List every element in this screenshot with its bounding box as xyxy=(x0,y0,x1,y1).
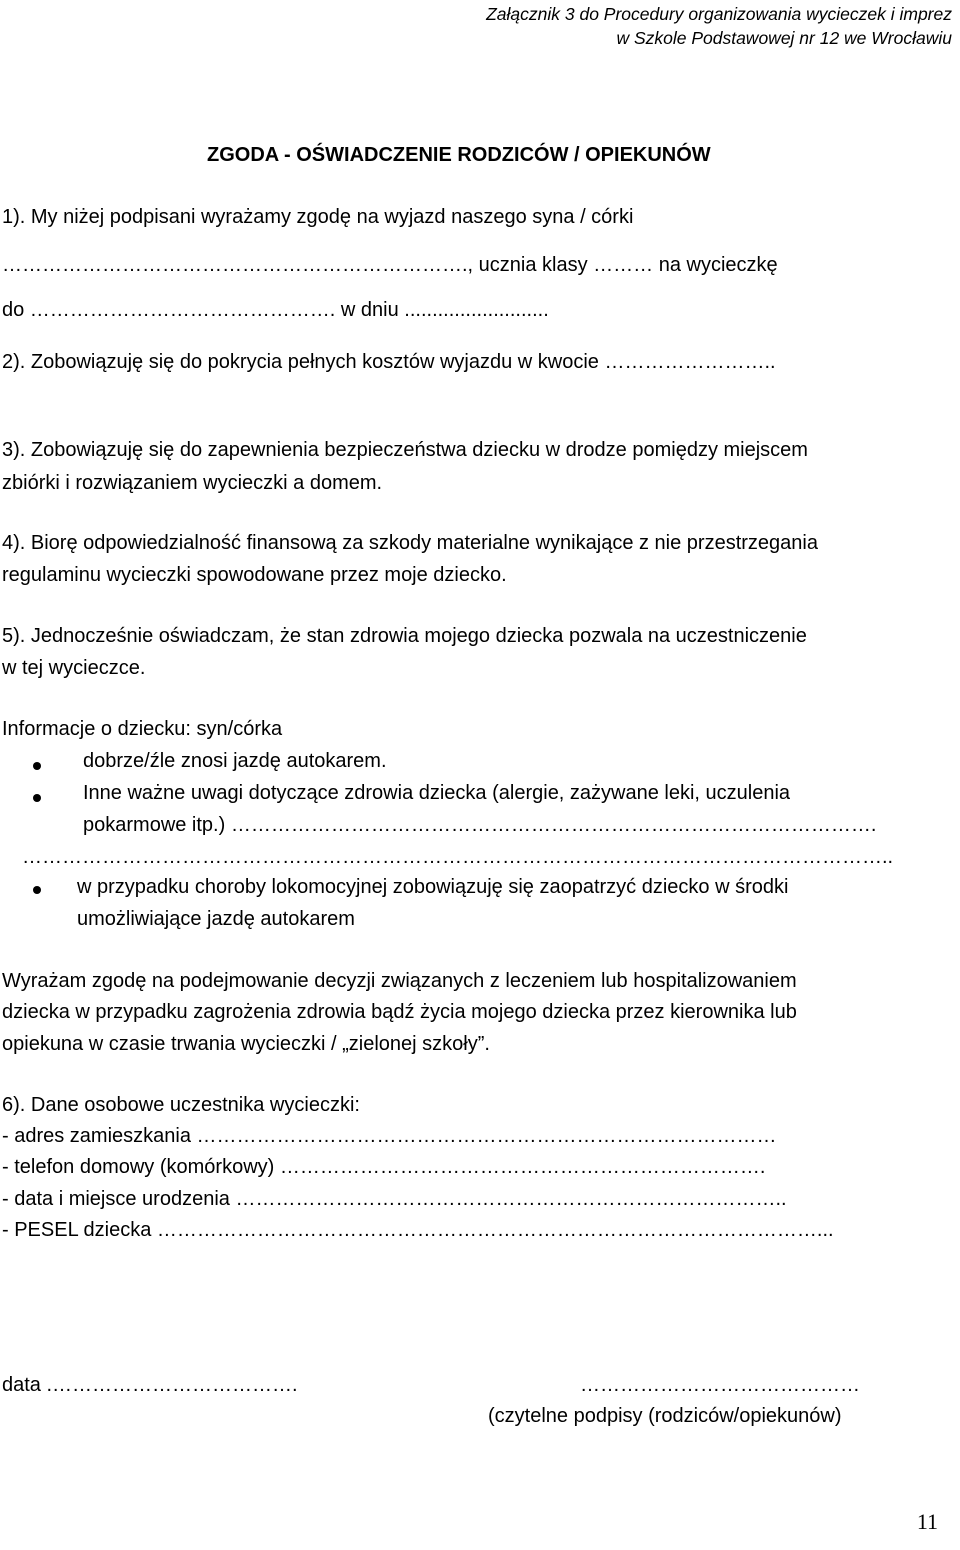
info-dots-line: ………………………………………………………………………………………………………………….. xyxy=(22,846,894,868)
p3-line-1: 3). Zobowiązuję się do zapewnienia bezpieczeństwa dziecku w drodze pomiędzy miejscem xyxy=(2,439,808,461)
consent-line-1: Wyrażam zgodę na podejmowanie decyzji związanych z leczeniem lub hospitalizowaniem xyxy=(2,970,797,992)
bullet-icon xyxy=(33,886,41,894)
p1-line-1: 1). My niżej podpisani wyrażamy zgodę na wyjazd naszego syna / córki xyxy=(2,206,634,228)
p6-pesel: - PESEL dziecka ………………………………………………………………………………………... xyxy=(2,1219,834,1241)
p1-line-2: ……………………………………………………………., ucznia klasy ……… na wycieczkę xyxy=(2,254,778,276)
p6-address: - adres zamieszkania …………………………………………………………………………… xyxy=(2,1125,777,1147)
info-bullet-1: dobrze/źle znosi jazdę autokarem. xyxy=(83,750,387,772)
signature-caption: (czytelne podpisy (rodziców/opiekunów) xyxy=(488,1405,842,1427)
info-bullet-3-line-1: w przypadku choroby lokomocyjnej zobowiązuję się zaopatrzyć dziecko w środki xyxy=(77,876,789,898)
info-bullet-3-line-2: umożliwiające jazdę autokarem xyxy=(77,908,355,930)
bullet-icon xyxy=(33,794,41,802)
info-heading: Informacje o dziecku: syn/córka xyxy=(2,718,283,740)
info-bullet-2-line-1: Inne ważne uwagi dotyczące zdrowia dziecka (alergie, zażywane leki, uczulenia xyxy=(83,782,791,804)
bullet-icon xyxy=(33,762,41,770)
info-bullet-2-line-2: pokarmowe itp.) ……………………………………………………………………………………. xyxy=(83,814,877,836)
document-title: ZGODA - OŚWIADCZENIE RODZICÓW / OPIEKUNÓW xyxy=(207,144,711,166)
page-number: 11 xyxy=(916,1509,938,1534)
p1-line-3: do ………………………………………. w dniu .......................... xyxy=(2,299,549,321)
signature-dots: …………………………………… xyxy=(580,1374,860,1396)
header-line-1: Załącznik 3 do Procedury organizowania wycieczek i imprez xyxy=(486,4,952,24)
p5-line-1: 5). Jednocześnie oświadczam, że stan zdrowia mojego dziecka pozwala na uczestniczenie xyxy=(2,625,807,647)
p4-line-1: 4). Biorę odpowiedzialność finansową za szkody materialne wynikające z nie przestrzegania xyxy=(2,532,818,554)
p5-line-2: w tej wycieczce. xyxy=(2,657,146,679)
p6-phone: - telefon domowy (komórkowy) ………………………………………………………………. xyxy=(2,1156,766,1178)
signature-date: data .………………………………. xyxy=(2,1374,298,1396)
p6-birth: - data i miejsce urodzenia ……………………………………………………………………….. xyxy=(2,1188,787,1210)
p2-line: 2). Zobowiązuję się do pokrycia pełnych kosztów wyjazdu w kwocie …………………….. xyxy=(2,351,776,373)
p6-heading: 6). Dane osobowe uczestnika wycieczki: xyxy=(2,1094,360,1116)
p3-line-2: zbiórki i rozwiązaniem wycieczki a domem. xyxy=(2,472,383,494)
header-line-2: w Szkole Podstawowej nr 12 we Wrocławiu xyxy=(616,28,952,48)
consent-line-3: opiekuna w czasie trwania wycieczki / „zielonej szkoły”. xyxy=(2,1033,490,1055)
p4-line-2: regulaminu wycieczki spowodowane przez moje dziecko. xyxy=(2,564,507,586)
consent-line-2: dziecka w przypadku zagrożenia zdrowia bądź życia mojego dziecka przez kierownika lub xyxy=(2,1001,797,1023)
